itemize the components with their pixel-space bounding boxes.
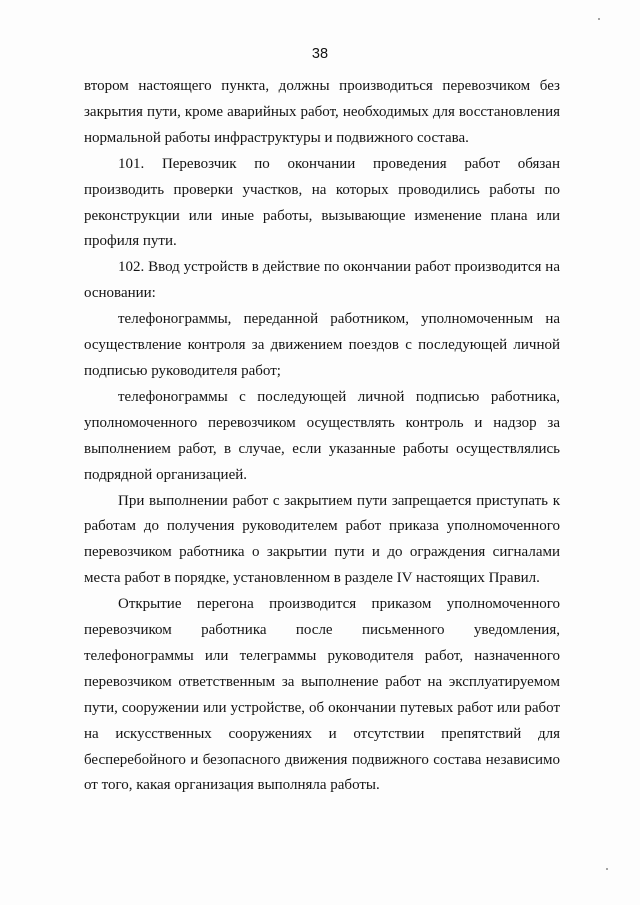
document-body: [84, 74, 560, 799]
page-number: 38: [311, 46, 329, 62]
paragraph-item-102: 102. Ввод устройств в действие по окончании работ производится на основании:: [84, 259, 560, 302]
paragraph-telephonogram-2: телефонограммы с последующей личной подписью работника, уполномоченного перевозчиком осуществлять контроль и надзор за выполнением работ, в случае, если указанные работы осуществлялись подрядной организацией.: [84, 388, 560, 483]
paragraph-section-opening: Открытие перегона производится приказом уполномоченного перевозчиком работника после письменного уведомления, телефонограммы или телеграммы руководителя работ, назначенного перевозчиком ответственным за выполнение работ на эксплуатируемом пути, сооружении или устройстве, об окончании путевых работ или работ на искусственных сооружениях и отсутствии препятствий для бесперебойного и безопасного движения подвижного состава независимо от того, какая организация выполняла работы.: [84, 596, 560, 794]
scan-speck: [598, 18, 600, 20]
scan-speck: [606, 868, 608, 870]
paragraph-track-closure: При выполнении работ с закрытием пути запрещается приступать к работам до получения руководителем работ приказа уполномоченного перевозчиком работника о закрытии пути и до ограждения сигналами места работ в порядке, установленном в разделе IV настоящих Правил.: [84, 492, 560, 587]
paragraph-continuation: втором настоящего пункта, должны производиться перевозчиком без закрытия пути, кроме аварийных работ, необходимых для восстановления нормальной работы инфраструктуры и подвижного состава.: [84, 78, 560, 146]
paragraph-telephonogram-1: телефонограммы, переданной работником, уполномоченным на осуществление контроля за движением поездов с последующей личной подписью руководителя работ;: [84, 311, 560, 379]
paragraph-item-101: 101. Перевозчик по окончании проведения работ обязан производить проверки участков, на которых проводились работы по реконструкции или иные работы, вызывающие изменение плана или профиля пути.: [84, 155, 560, 250]
